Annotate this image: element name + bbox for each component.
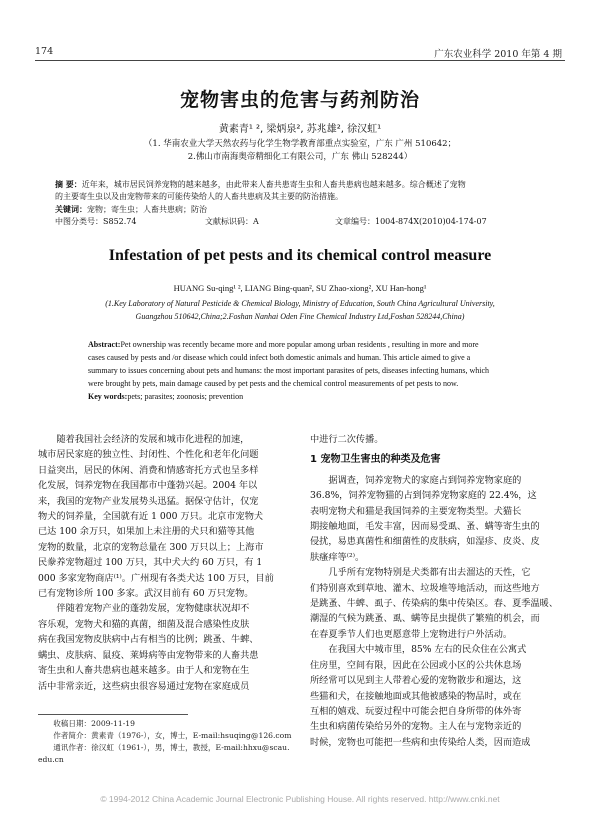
- text-line: 容乐观，宠物犬和猫的真菌，细菌及混合感染性皮肤: [38, 618, 250, 630]
- text-line: 中进行二次传播。: [310, 434, 384, 445]
- footnote-corresponding: 通讯作者：徐汉虹（1961-），男，博士，教授，E-mail:hhxu@scau.: [53, 743, 290, 752]
- text-line: 在我国大中城市里，85% 左右的民众住在公寓式: [328, 644, 527, 656]
- text-line: 期接触地面，毛发丰富，因而易受虱、蚤、螨等寄生虫的: [310, 521, 540, 533]
- page-title: 宠物害虫的危害与药剂防治: [179, 89, 420, 111]
- abstract-en-line-1: Pet ownership was recently became more and more popular among urban residents , resulting in more and more: [120, 340, 479, 349]
- affiliation-en-1: (1.Key Laboratory of Natural Pesticide & Chemical Biology, Ministry of Education, South China Agricultural University,: [105, 299, 495, 308]
- text-line: 是跳蚤、牛蜱、虱子、传染病的集中传染区。春、夏季温暖、: [310, 598, 559, 610]
- text-line: 活中非常亲近，这些病虫很容易通过宠物在家庭成员: [38, 680, 250, 692]
- text-line: 病在我国宠物皮肤病中占有相当的比例；跳蚤、牛蜱、: [38, 634, 259, 646]
- text-line: 所经常可以见到主人带着心爱的宠物散步和遛达，这: [310, 675, 522, 687]
- article-number: 文章编号：1004-874X(2010)04-174-07: [335, 217, 487, 226]
- document-code: 文献标识码：A: [205, 217, 259, 226]
- text-line: 已有宠物诊所 100 多家。武汉目前有 60 万只宠物。: [38, 588, 254, 600]
- text-line: 在春夏季节人们也更愿意带上宠物进行户外活动。: [310, 628, 513, 640]
- text-line: 侵扰，易患真菌性和细菌性的皮肤病，如湿疹、皮炎、皮: [310, 536, 540, 548]
- text-line: 们特别喜欢到草地、灌木、垃圾堆等地活动，而这些地方: [310, 582, 540, 594]
- keywords-cn-label: 关键词：: [55, 204, 87, 214]
- text-line: 伴随着宠物产业的蓬勃发展，宠物健康状况却不: [56, 603, 250, 615]
- footnote-rule: [38, 714, 188, 715]
- text-line: 寄生虫和人畜共患病也越来越多。由于人和宠物在生: [38, 665, 250, 677]
- affiliation-cn-2: 2.佛山市南海奥帝精细化工有限公司，广东 佛山 528244）: [187, 152, 413, 162]
- text-line: 物犬的饲养量，全国就有近 1 000 万只。北京市宠物犬: [38, 511, 264, 523]
- text-line: 潮湿的气候为跳蚤、虱、螨等昆虫提供了繁殖的机会，而: [310, 613, 540, 625]
- text-line: 住房里，空间有限，因此在公园或小区的公共休息场: [310, 659, 522, 671]
- text-line: 来，我国的宠物产业发展势头迅猛。据保守估计，仅宠: [38, 495, 259, 507]
- abstract-en-label: Abstract:: [88, 340, 121, 349]
- abstract-en-line-3: summary to issues concerning about pets and humans: the most important parasites of pets, diseases infecting humans, which: [88, 366, 490, 375]
- footnote-author: 作者简介：黄素青（1976-），女，博士，E-mail:hsuqing@126.com: [53, 731, 292, 740]
- footnote-received: 收稿日期：2009-11-19: [53, 719, 135, 728]
- section-heading: 1 宠物卫生害虫的种类及危害: [310, 454, 441, 466]
- abstract-en: [88, 338, 512, 403]
- affiliation-cn-1: （1. 华南农业大学天然农药与化学生物学教育部重点实验室，广东 广州 510642；: [143, 139, 457, 149]
- left-column: [38, 432, 296, 694]
- affiliation-en-2: Guangzhou 510642,China;2.Foshan Nanhai Oden Fine Chemical Industry Ltd,Foshan 528244,China): [135, 312, 465, 321]
- text-line: 肤瘙痒等⁽²⁾。: [310, 551, 365, 563]
- english-title: Infestation of pet pests and its chemical control measure: [108, 247, 492, 264]
- text-line: 000 多家宠物商店⁽¹⁾。广州现有各类犬达 100 万只，目前: [38, 572, 274, 584]
- abstract-cn-line-1: 近年来，城市居民饲养宠物的越来越多，由此带来人畜共患寄生虫和人畜共患病也越来越多。综合概述了宠物: [81, 180, 466, 189]
- journal-header: 广东农业科学 2010 年第 4 期: [434, 49, 562, 60]
- abstract-en-line-4: were brought by pets, main damage caused by pet pests and the chemical control measurements of pet pests to now.: [88, 379, 459, 388]
- text-line: 互相的嬉戏、玩耍过程中可能会把自身所带的体外寄: [310, 705, 522, 717]
- page-number: 174: [35, 46, 54, 57]
- text-line: 36.8%，饲养宠物猫的占到饲养宠物家庭的 22.4%，这: [310, 490, 537, 502]
- paragraph-2: [38, 601, 296, 693]
- paragraph-5: [310, 642, 568, 750]
- authors-cn: 黄素青¹ ², 梁炳泉², 苏兆雄², 徐汉虹¹: [218, 124, 382, 135]
- text-line: 生虫和病菌传染给另外的宠物。主人在与宠物亲近的: [310, 721, 522, 733]
- paragraph-4: [310, 565, 568, 642]
- clc-number: 中图分类号：S852.74: [55, 217, 137, 226]
- paragraph-1: [38, 432, 296, 601]
- text-line: 民豢养宠物超过 100 万只，其中犬大约 60 万只，有 1: [38, 557, 263, 569]
- abstract-cn-label: 摘 要：: [55, 179, 82, 189]
- text-line: 几乎所有宠物特别是犬类都有出去溜达的天性，它: [328, 567, 531, 579]
- abstract-cn-line-2: 的主要寄生虫以及由宠物带来的可能传染给人的人畜共患病及其主要的防治措施。: [55, 192, 343, 201]
- footnote-corresponding-cont: edu.cn: [38, 755, 64, 764]
- right-column: [310, 432, 568, 750]
- paragraph-3: [310, 473, 568, 565]
- abstract-cn: [55, 178, 555, 228]
- keywords-cn: 宠物；寄生虫；人畜共患病；防治: [87, 205, 207, 214]
- footnote: [38, 718, 300, 766]
- text-line: 已达 100 余万只，如果加上未注册的犬只和猫等其他: [38, 526, 255, 538]
- copyright-footer: © 1994-2012 China Academic Journal Electronic Publishing House. All rights reserved. http://www.cnki.net: [100, 794, 500, 804]
- header-rule: [35, 60, 565, 61]
- keywords-en-label: Key words:: [88, 392, 128, 401]
- text-line: 化发展，饲养宠物在我国都市中蓬勃兴起。2004 年以: [38, 480, 258, 492]
- text-line: 城市居民家庭的独立性、封闭性、个性化和老年化问题: [38, 449, 259, 461]
- text-line: 宠物的数量，北京的宠物总量在 300 万只以上；上海市: [38, 541, 264, 553]
- text-line: 随着我国社会经济的发展和城市化进程的加速，: [56, 434, 250, 445]
- text-line: 时候，宠物也可能把一些病和虫传染给人类，因而造成: [310, 736, 531, 748]
- authors-en: HUANG Su-qing¹ ², LIANG Bing-quan², SU Zhao-xiong², XU Han-hong¹: [173, 283, 427, 293]
- text-line: 表明宠物犬和猫是我国饲养的主要宠物类型。犬猫长: [310, 505, 522, 517]
- keywords-en: pets; parasites; zoonosis; prevention: [127, 392, 244, 401]
- text-line: 据调查，饲养宠物犬的家庭占到饲养宠物家庭的: [328, 474, 522, 486]
- abstract-en-line-2: cases caused by pests and /or disease which could infect both domestic animals and human. This article aimed to give a: [88, 353, 471, 362]
- text-line: 日益突出，居民的休闲、消费和情感寄托方式也呈多样: [38, 464, 259, 476]
- text-line: 些猫和犬，在接触地面或其他被感染的物品时，或在: [310, 690, 522, 702]
- text-line: 螨虫、皮肤病、鼠疫、莱姆病等由宠物带来的人畜共患: [38, 649, 259, 661]
